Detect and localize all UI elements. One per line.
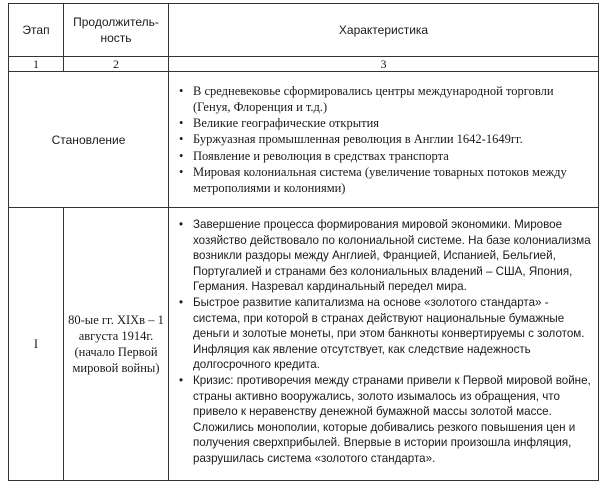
header-duration [64,4,169,57]
column-number: 2 [64,57,169,72]
stage-name: Становление [9,72,169,208]
header-duration-line2: ность [100,31,132,45]
list-item: • Мировая колониальная система (увеличение товарных потоков между метрополиями и колониями) [179,164,594,196]
table-row [9,72,599,208]
column-number: 1 [9,57,64,72]
characteristic-cell [169,72,599,208]
characteristic-list [169,77,598,202]
header-row [9,4,599,57]
stage-number: I [9,208,64,481]
table-row [9,208,599,481]
list-item: • Быстрое развитие капитализма на основе «золотого стандарта» - система, при которой в странах действуют национальные бумажные деньги и золотые монеты, при этом банкноты конвертируемы с золотом. Инфляция как явление отсутствует, как следствие надежность долгосрочного кредита. [179,295,594,373]
list-item: • В средневековье сформировались центры международной торговли (Генуя, Флоренция и т.д.) [179,83,594,115]
stages-table [8,3,599,481]
column-number: 3 [169,57,599,72]
characteristic-cell [169,208,599,481]
list-item: • Завершение процесса формирования мировой экономики. Мировое хозяйство действовало по колониальной системе. На базе колониализма возникли раздоры между Англией, Францией, Испанией, Бельгией, Португалией и странами без колониальных владений – США, Япония, Германия. Назревал кардинальный передел мира. [179,217,594,295]
list-item: • Буржуазная промышленная революция в Англии 1642-1649гг. [179,131,594,147]
column-number-row [9,57,599,72]
header-stage: Этап [9,4,64,57]
characteristic-list [169,208,598,467]
list-item: • Великие географические открытия [179,115,594,131]
list-item: • Появление и революция в средствах транспорта [179,148,594,164]
list-item: • Кризис: противоречия между странами привели к Первой мировой войне, страны активно вооружались, золото изымалось из обращения, что привело к неравенству денежной бумажной массы золотой массе. Сложились монополии, которые добивались резкого повышения цен и получения сверхприбылей. Впервые в истории произошла инфляция, разрушилась система «золотого стандарта». [179,373,594,467]
header-duration-line1: Продолжитель- [73,15,159,29]
stage-period: 80-ые гг. XIXв – 1 августа 1914г. (начало Первой мировой войны) [64,208,169,481]
header-characteristic: Характеристика [169,4,599,57]
